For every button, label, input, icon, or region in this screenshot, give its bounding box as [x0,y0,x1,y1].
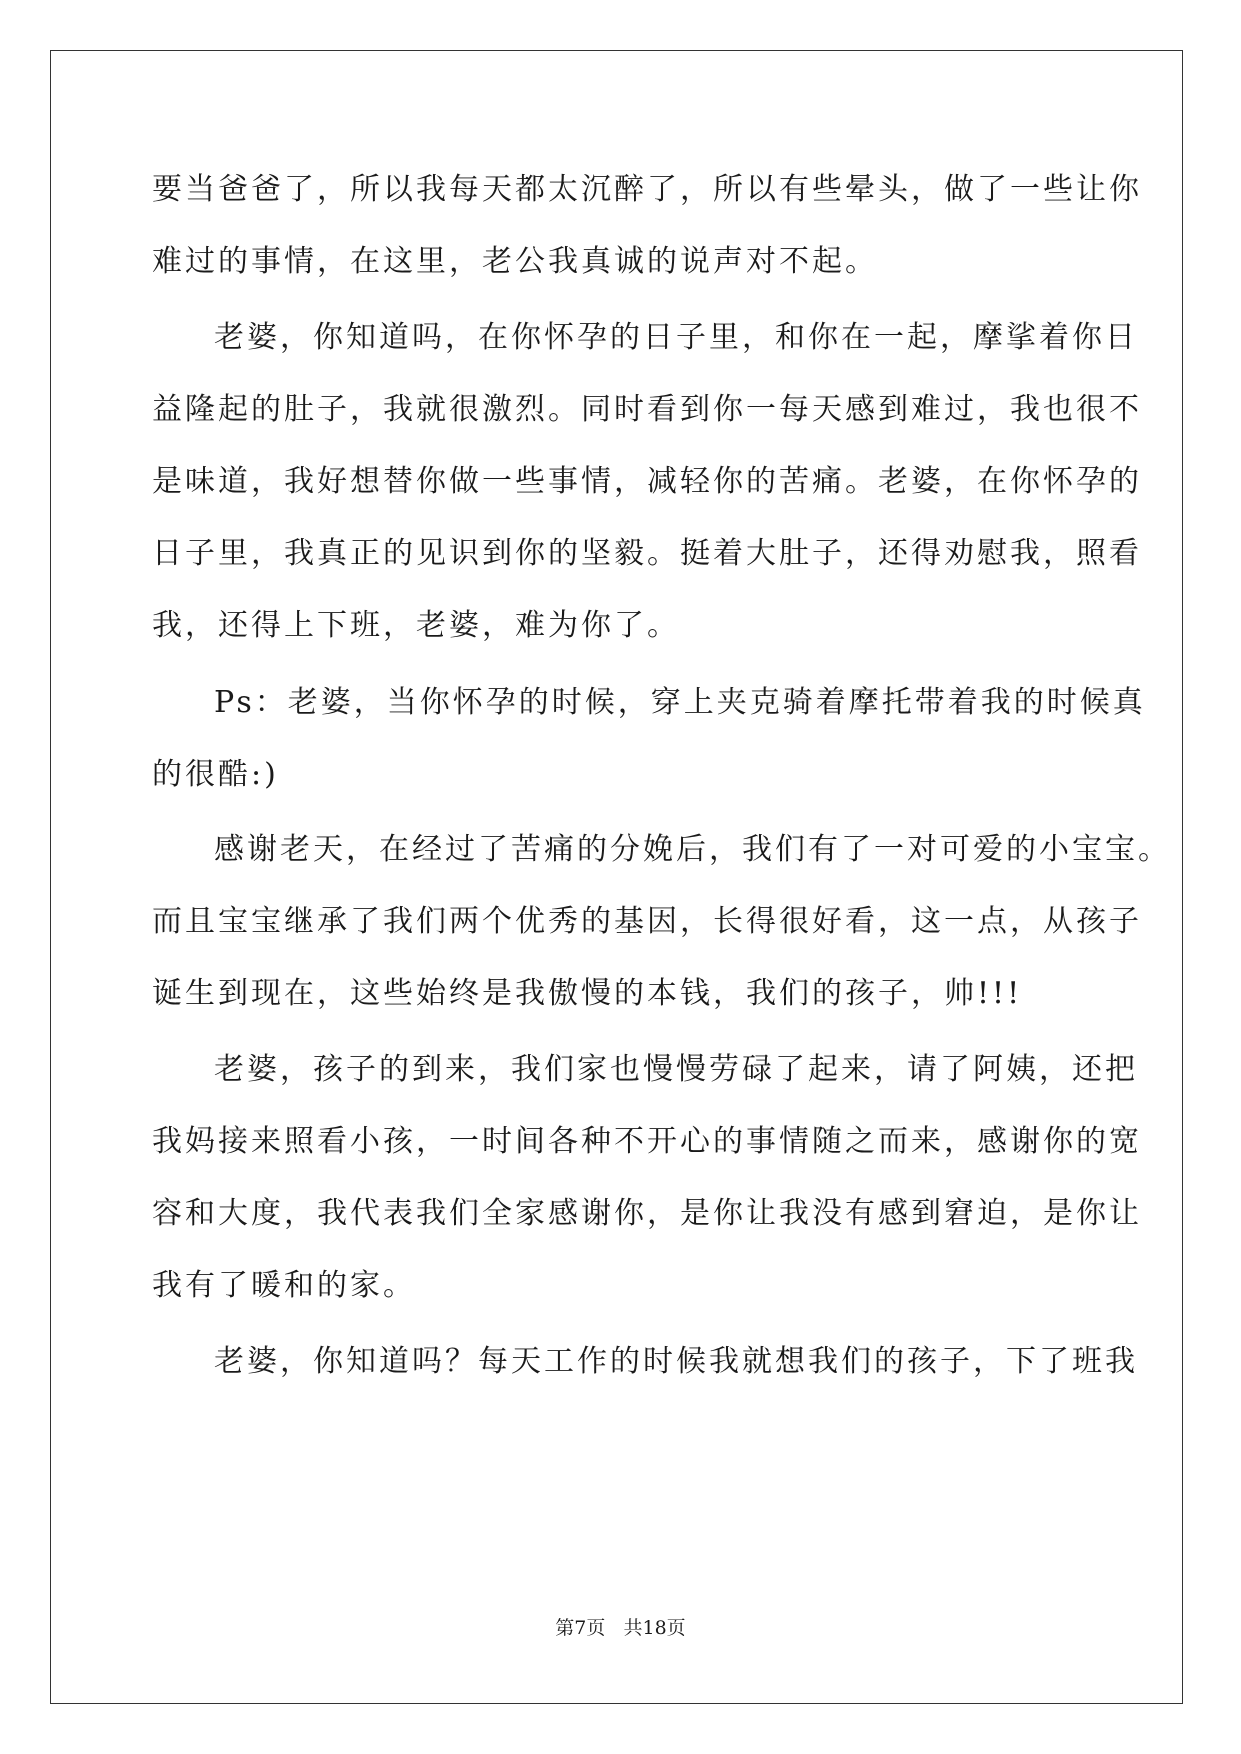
paragraph-line: 我有了暖和的家。 [152,1268,416,1303]
paragraph-line: 老婆，孩子的到来，我们家也慢慢劳碌了起来，请了阿姨，还把 [214,1052,1138,1087]
paragraph-line: 的很酷:) [152,757,279,792]
paragraph-line: 容和大度，我代表我们全家感谢你，是你让我没有感到窘迫，是你让 [152,1196,1142,1231]
page-border [50,50,1183,1704]
paragraph-line: 日子里，我真正的见识到你的坚毅。挺着大肚子，还得劝慰我，照看 [152,536,1142,571]
paragraph-line: 是味道，我好想替你做一些事情，减轻你的苦痛。老婆，在你怀孕的 [152,464,1142,499]
paragraph-line: 益隆起的肚子，我就很激烈。同时看到你一每天感到难过，我也很不 [152,392,1142,427]
paragraph-line: 我妈接来照看小孩，一时间各种不开心的事情随之而来，感谢你的宽 [152,1124,1142,1159]
paragraph-line: 而且宝宝继承了我们两个优秀的基因，长得很好看，这一点，从孩子 [152,904,1142,939]
paragraph-line: Ps：老婆，当你怀孕的时候，穿上夹克骑着摩托带着我的时候真 [214,685,1146,720]
paragraph-line: 感谢老天，在经过了苦痛的分娩后，我们有了一对可爱的小宝宝。 [214,832,1171,867]
paragraph-line: 诞生到现在，这些始终是我傲慢的本钱，我们的孩子，帅!!! [152,976,1023,1011]
paragraph-line: 我，还得上下班，老婆，难为你了。 [152,608,680,643]
paragraph-line: 老婆，你知道吗？每天工作的时候我就想我们的孩子，下了班我 [214,1344,1138,1379]
page-number-footer: 第7页 共18页 [555,1617,686,1639]
paragraph-line: 要当爸爸了，所以我每天都太沉醉了，所以有些晕头，做了一些让你 [152,172,1142,207]
paragraph-line: 难过的事情，在这里，老公我真诚的说声对不起。 [152,244,878,279]
paragraph-line: 老婆，你知道吗，在你怀孕的日子里，和你在一起，摩挲着你日 [214,320,1138,355]
